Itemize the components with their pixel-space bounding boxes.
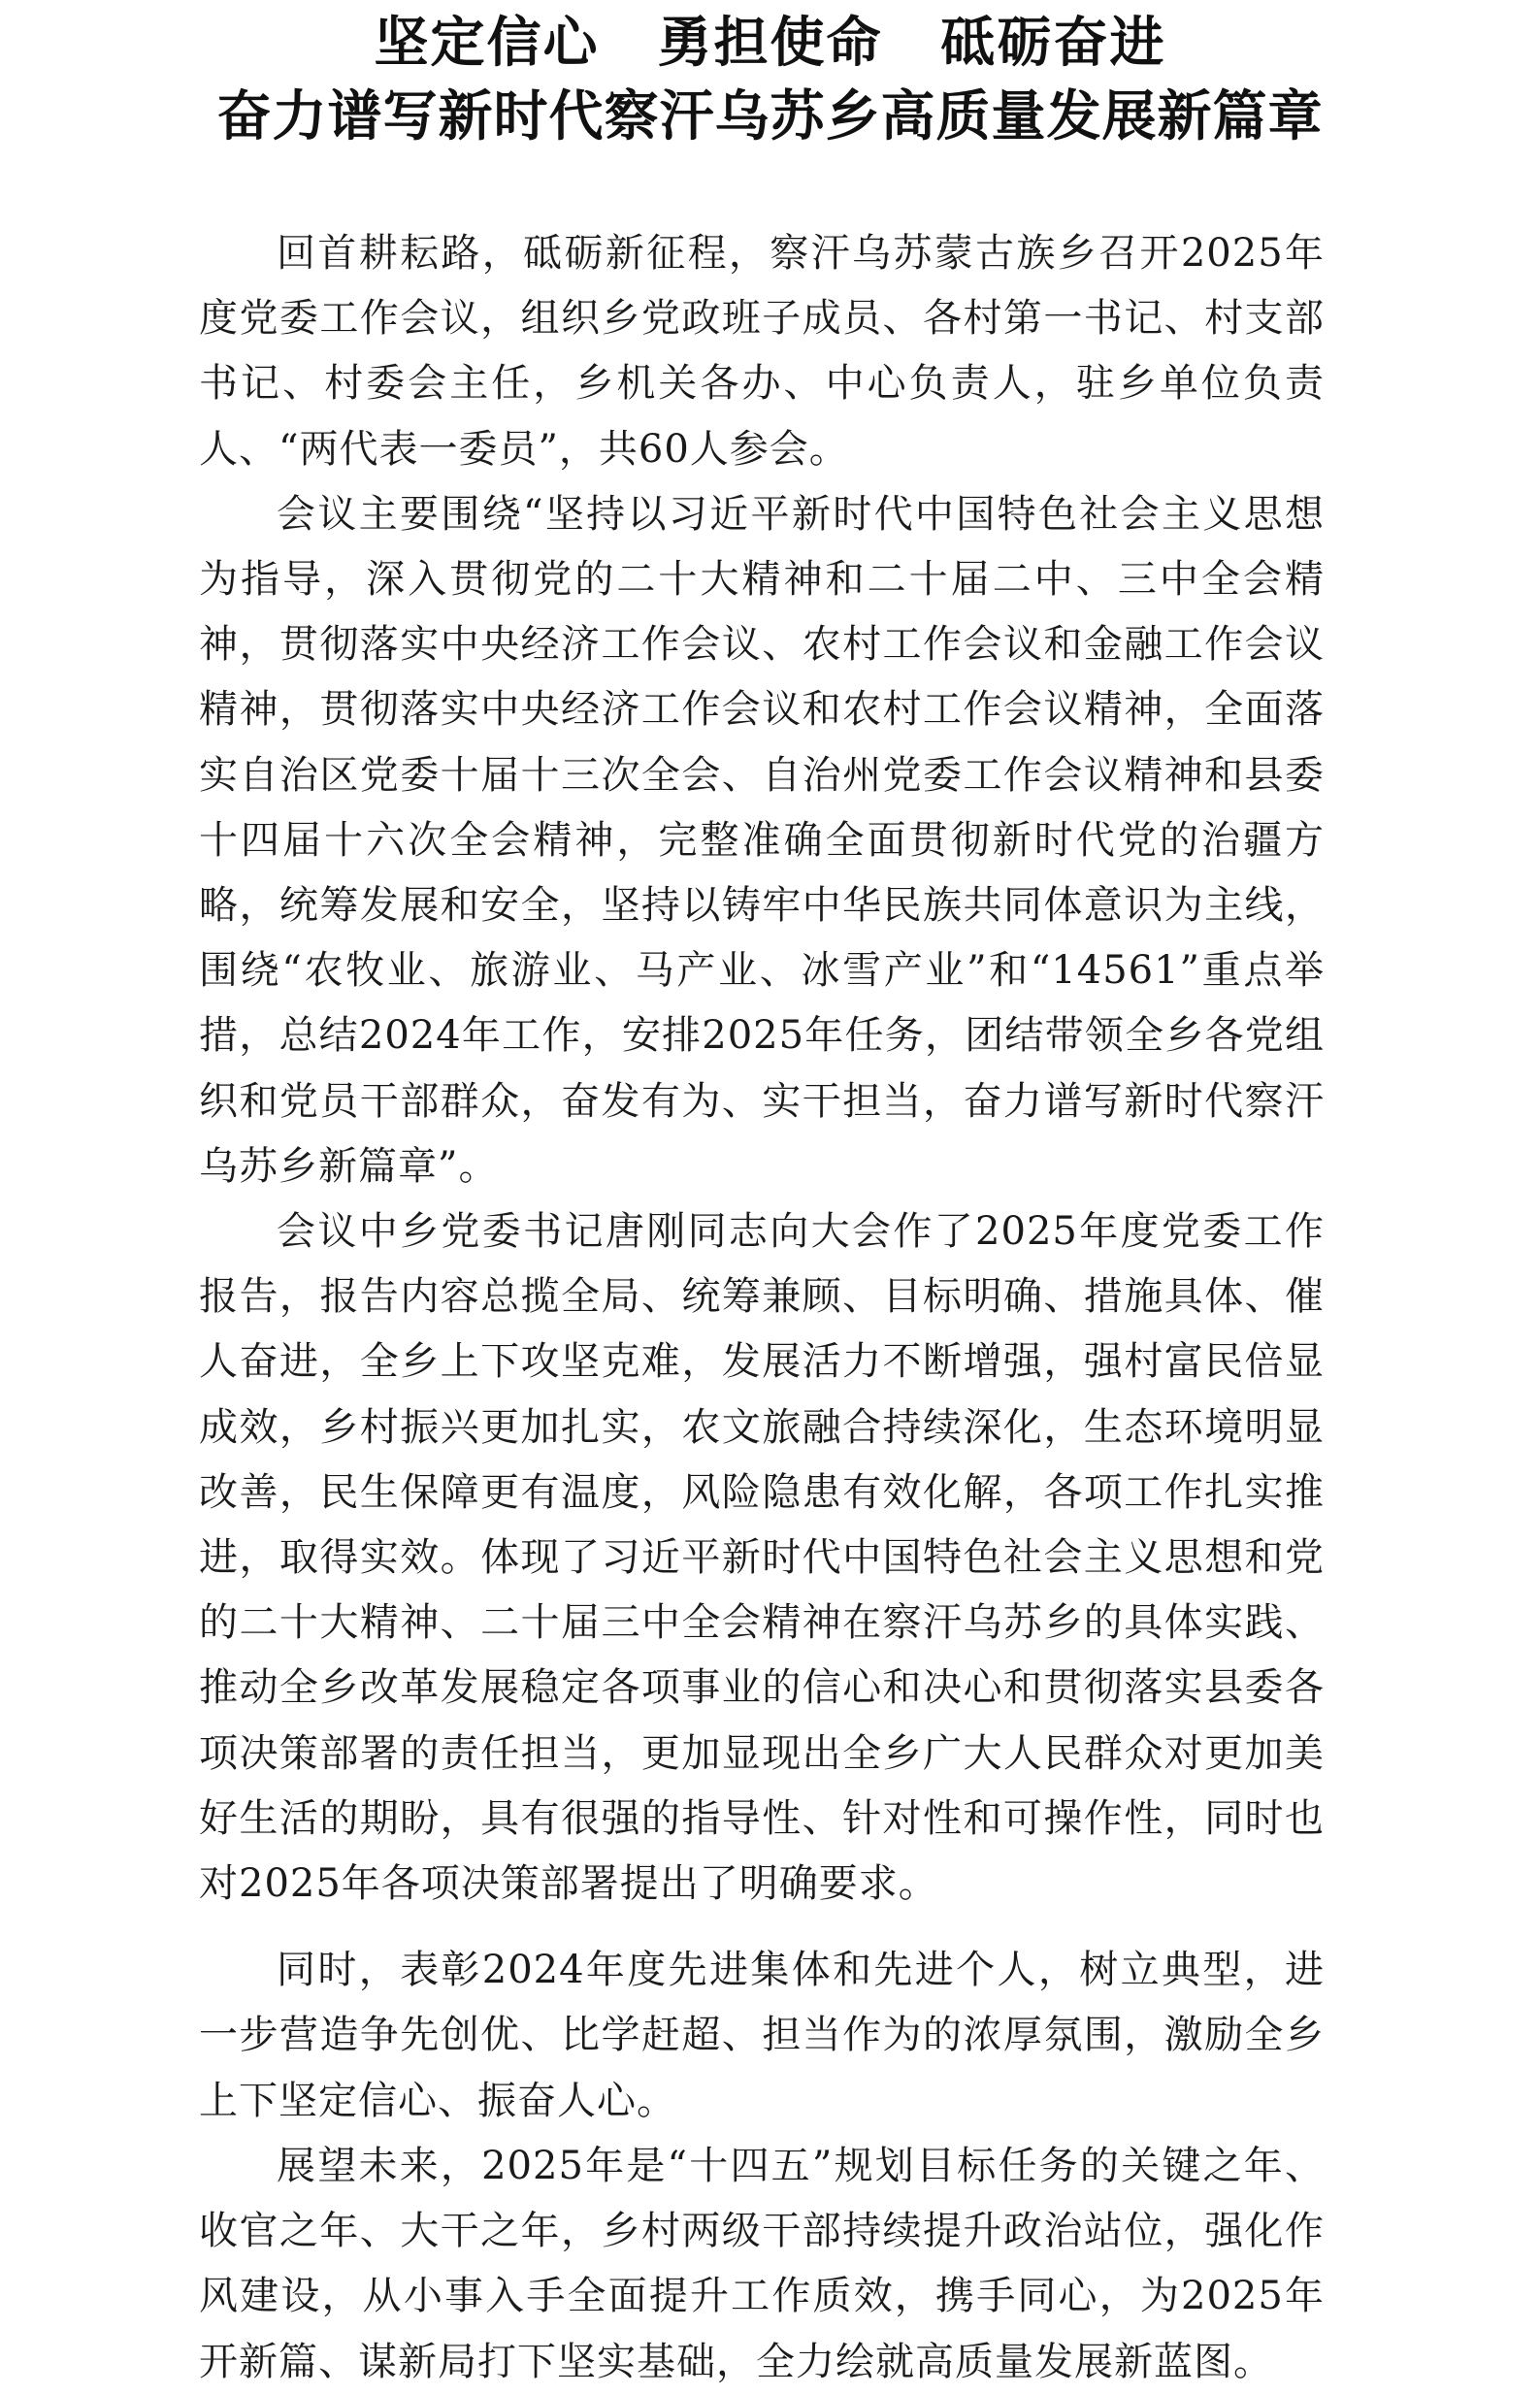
headline-line-2: 奋力谱写新时代察汗乌苏乡高质量发展新篇章 [216, 85, 1324, 148]
headline-phrase-1: 坚定信心 [374, 12, 600, 75]
paragraph-outlook: 展望未来，2025年是“十四五”规划目标任务的关键之年、收官之年、大干之年，乡村两级干部持续提升政治站位，强化作风建设，从小事入手全面提升工作质效，携手同心，为2025年开新篇、谋新局打下坚实基础，全力绘就高质量发展新蓝图。 [199, 2143, 1325, 2384]
paragraph-work-report: 会议中乡党委书记唐刚同志向大会作了2025年度党委工作报告，报告内容总揽全局、统筹兼顾、目标明确、措施具体、催人奋进，全乡上下攻坚克难，发展活力不断增强，强村富民倍显成效，乡村振兴更加扎实，农文旅融合持续深化，生态环境明显改善，民生保障更有温度，风险隐患有效化解，各项工作扎实推进，取得实效。体现了习近平新时代中国特色社会主义思想和党的二十大精神、二十届三中全会精神在察汗乌苏乡的具体实践、推动全乡改革发展稳定各项事业的信心和决心和贯彻落实县委各项决策部署的责任担当，更加显现出全乡广大人民群众对更加美好生活的期盼，具有很强的指导性、针对性和可操作性，同时也对2025年各项决策部署提出了明确要求。 [199, 1209, 1325, 1907]
headline-line-1 [0, 10, 1540, 78]
headline-phrase-3: 砥砺奋进 [940, 12, 1166, 75]
article-body [199, 221, 1325, 2395]
paragraph-attendance: 回首耕耘路，砥砺新征程，察汗乌苏蒙古族乡召开2025年度党委工作会议，组织乡党政班子成员、各村第一书记、村支部书记、村委会主任，乡机关各办、中心负责人，驻乡单位负责人、“两代表一委员”，共60人参会。 [199, 231, 1325, 472]
headline-phrase-2: 勇担使命 [657, 12, 883, 75]
paragraph-meeting-theme: 会议主要围绕“坚持以习近平新时代中国特色社会主义思想为指导，深入贯彻党的二十大精神和二十届二中、三中全会精神，贯彻落实中央经济工作会议、农村工作会议和金融工作会议精神，贯彻落实中央经济工作会议和农村工作会议精神，全面落实自治区党委十届十三次全会、自治州党委工作会议精神和县委十四届十六次全会精神，完整准确全面贯彻新时代党的治疆方略，统筹发展和安全，坚持以铸牢中华民族共同体意识为主线，围绕“农牧业、旅游业、马产业、冰雪产业”和“14561”重点举措，总结2024年工作，安排2025年任务，团结带领全乡各党组织和党员干部群众，奋发有为、实干担当，奋力谱写新时代察汗乌苏乡新篇章”。 [199, 491, 1325, 1189]
paragraph-commendation: 同时，表彰2024年度先进集体和先进个人，树立典型，进一步营造争先创优、比学赶超、担当作为的浓厚氛围，激励全乡上下坚定信心、振奋人心。 [199, 1948, 1325, 2123]
